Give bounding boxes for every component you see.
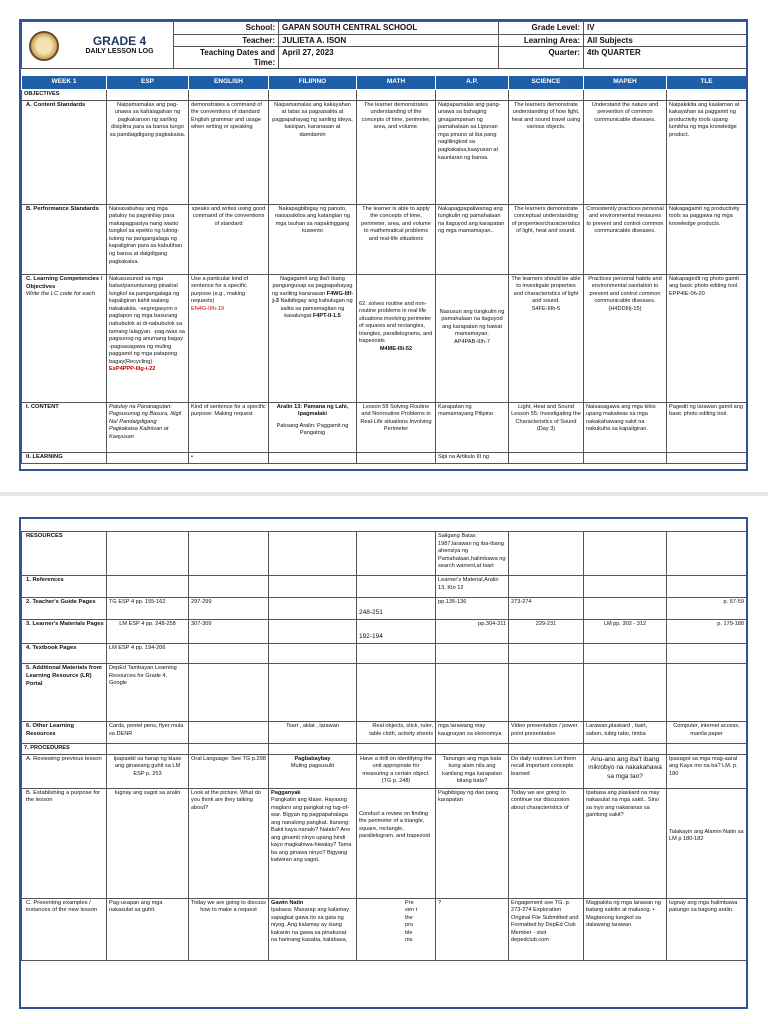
lc-ap-code: AP4PAB-IIIh-7 <box>454 338 490 345</box>
cell-pur-english: Look at the picture. What do you think are they talking about? <box>189 788 269 898</box>
cell-cs-esp: Naipamamalas ang pag-unawa sa kahalagahan ng pagkakaroon ng sariling disiplina para sa bansa tungo sa pandaigdigang pagkakaisa. <box>107 100 189 204</box>
cell-lm-esp: LM ESP 4 pp. 248-258 <box>107 620 189 644</box>
cell-rev-ap: Tanungin ang mga bata kung alam nila ang kanilang mga karapatan bilang bata? <box>436 754 509 788</box>
cell-ps-esp: Naisasabuhay ang mga patuloy na pagninilay para makapagpasiya nang wasto tungkol sa epekto ng tulong-tulong na pangangalaga ng kapaligiran para sa kabutihan ng bansa at daigdigang pagkakaisa. <box>107 204 189 274</box>
cell-ps-mapeh: Consistently practices personal and environmental measures to prevent and control common communicable diseases. <box>584 204 667 274</box>
cell-lm-science: 229-231 <box>509 620 584 644</box>
lc-science-code: S4FE-IIIh-5 <box>531 305 561 312</box>
cell-content-mapeh: Naisasagawa ang mga kilos upang makaiwas sa mga nakakahawang sakit na nakukuha sa kapaligiran. <box>584 402 667 452</box>
col-esp: ESP <box>107 76 189 90</box>
column-header-row <box>22 76 747 90</box>
learning-bullet: • <box>189 452 269 463</box>
learning-area-value: All Subjects <box>584 34 747 47</box>
pur-math-text: Conduct a review on finding the perimeter of a triangle, square, rectangle, parallelogram, and trapezoid <box>359 810 430 840</box>
cell-pre-mapeh: Magpakita ng mga larawan ng batang sakitin at malusog. • Magtanong tungkol sa dalawang larawan. <box>584 898 667 960</box>
purpose-row <box>22 788 747 898</box>
cell-cs-science: The learners demonstrate understanding of how light, heat and sound travel using various objects. <box>509 100 584 204</box>
cell-content-english: Kind of sentence for a specific purpose: Making request <box>189 402 269 452</box>
cell-tg-tle: p. 57-59 <box>667 598 747 620</box>
cell-rev-filipino <box>269 754 357 788</box>
lesson-table-page-one <box>21 75 747 463</box>
cell-cs-tle: Naipakikita ang kaalaman at kakayahan sa paggamit ng productivity tools upang lumikha ng mga knowledge product. <box>667 100 747 204</box>
lc-tle-code: EPP4IE-0h-20 <box>669 290 705 297</box>
cell-or-tle: Computer, internet access, manila paper <box>667 722 747 744</box>
cell-lm-ap: pp.304-311 <box>436 620 509 644</box>
cell-or-science: Video presentation / power point presentation <box>509 722 584 744</box>
lc-science-text: The learners should be able to investigate properties and characteristics of light and sound. <box>511 275 581 305</box>
cell-pur-tle <box>667 788 747 898</box>
other-resources-label: 6. Other Learning Resources <box>22 722 107 744</box>
cell-lc-mapeh <box>584 274 667 402</box>
lc-filipino2-code: F4PT-II-1.5 <box>312 313 341 320</box>
cell-tg-math: 248-251 <box>357 598 436 620</box>
lc-filipino-code: F4WG-IIIf-j-3 <box>272 290 354 305</box>
lc-math-code: M4ME-IIIi-52 <box>379 345 413 352</box>
cell-tg-ap: pp.135-136 <box>436 598 509 620</box>
lc-mapeh-text: Practices personal habits and environmental sanitation to prevent and control common communicable diseases. <box>588 275 662 305</box>
lr-portal-row <box>22 664 747 722</box>
col-mapeh: MAPEH <box>584 76 667 90</box>
cell-ps-ap: Nakapagpapaliwanag ang tungkulin ng pamahalaan na itaguyod ang karapatan ng mga mamamayan.. <box>436 204 509 274</box>
cell-tg-english: 297-299 <box>189 598 269 620</box>
tg-label: 2. Teacher's Guide Pages <box>22 598 107 620</box>
cell-lm-mapeh: LM pp. 302 - 312 <box>584 620 667 644</box>
cell-pre-esp: Pag-usapan ang mga nakasulat sa guhit. <box>107 898 189 960</box>
cell-or-math: Real objects, stick, ruler, table cloth, activity sheets <box>357 722 436 744</box>
cell-tb-esp: LM ESP 4 pp. 194-206 <box>107 644 189 664</box>
dll-title: DAILY LESSON LOG <box>85 48 154 56</box>
content-standards-row <box>22 100 747 204</box>
cell-lm-tle: p. 179-188 <box>667 620 747 644</box>
cell-ps-english: speaks and writes using good command of the conventions of standard <box>189 204 269 274</box>
pur-filipino-text: Pangkatin ang klase. Hayaang maglaro ang pangkat ng tug-of-war. Bigyan ng pagpapahalaga ang nanalong pangkat. Itanong: Bakit kaya nanalo? Natalo? Ano ang ginamit ninyo upang hindi kayo magkahiwa-hiwalay? Tama ba ang ginawa ninyo? Bigyang katwiran ang sagot. <box>271 797 352 864</box>
cell-cs-english: demonstrates a command of the conventions of standard English grammar and usage when writing or speaking <box>189 100 269 204</box>
learning-label: II. LEARNING <box>22 452 107 463</box>
cell-cs-filipino: Naipamamalas ang kakayahan at tatas sa pagsasalita at pagpapahayag ng sariling ideya, kaisipan, karanasan at damdamin <box>269 100 357 204</box>
cell-pre-tle: Iugnay ang mga halimbawa patungo sa bagong aralin. <box>667 898 747 960</box>
cell-pre-ap: ? <box>436 898 509 960</box>
school-value: GAPAN SOUTH CENTRAL SCHOOL <box>279 22 499 35</box>
page-divider <box>0 492 768 496</box>
teacher-label: Teacher: <box>174 34 279 47</box>
resources-label: RESOURCES <box>22 532 107 576</box>
ap-note: Sipi na Artikulo III ng <box>436 452 509 463</box>
review-label: A. Reviewing previous lesson <box>22 754 107 788</box>
textbook-row <box>22 644 747 664</box>
col-filipino: FILIPINO <box>269 76 357 90</box>
cell-rev-english: Oral Language: See TG p.298 <box>189 754 269 788</box>
cell-or-ap: mga larawang may kaugnayan sa ekonomiya <box>436 722 509 744</box>
cell-ps-filipino: Nakapagbibigay ng panuto, naisasakilos ang katangian ng mga tauhan sa napakinggang kuwento <box>269 204 357 274</box>
grade-level-label: Grade Level: <box>499 22 584 35</box>
presenting-label: C. Presenting examples / instances of the new lesson <box>22 898 107 960</box>
cell-lc-esp <box>107 274 189 402</box>
references-label: 1. References <box>22 576 107 598</box>
cell-content-esp: Patuloy na Pananagutan: Pagsusunog ng Basura, Iiligil Na! Pandaigdigang Pagkakaisa Kalinisan at Kaayusan <box>107 402 189 452</box>
pre-filipino-text: Ipabasa: Masarap ang kalamay sapagkat gawa ito sa gata ng niyog. Ang kalamay ay isang kakanin na gawa sa pinakunat na harinang kasaba, kalabasa, <box>271 907 350 944</box>
resources-row <box>22 532 747 576</box>
cell-lm-math: 192-194 <box>357 620 436 644</box>
cell-pur-esp: Iugnay ang sagot sa aralin <box>107 788 189 898</box>
pre-math-text: Pre sen t the pro ble ms <box>405 899 418 944</box>
col-english: ENGLISH <box>189 76 269 90</box>
dates-label: Teaching Dates and Time: <box>174 47 279 69</box>
content-filipino-title: Aralin 13: Pamana ng Lahi, Ipagmalaki <box>276 403 349 418</box>
cell-or-esp: Cards, pentel pens, flyer mula sa DENR <box>107 722 189 744</box>
cell-lc-math <box>357 274 436 402</box>
dates-value: April 27, 2023 <box>279 47 499 69</box>
lc-ap-text: Nasusuri ang tungkulin ng pamahalaan na itaguyod ang karapatan ng bawat mamamayan. <box>439 308 505 338</box>
pur-filipino-title: Pagganyak <box>271 789 301 796</box>
deped-seal-logo <box>29 31 59 61</box>
cell-ref-ap: Learner's Material,Aralin 13, Kto 12 <box>436 576 509 598</box>
learning-row <box>22 452 747 463</box>
cell-rev-science: Do daily routines Let them recall important concepts learned <box>509 754 584 788</box>
lc-filipino2-text: Naibibigay ang kahulugan ng salita sa pamamagitan ng kasalungat <box>280 298 353 320</box>
lr-portal-label: 5. Additional Materials from Learning Resource (LR) Portal <box>22 664 107 722</box>
page-one <box>19 19 748 471</box>
lc-mapeh-code: (H4DDIIIj-15) <box>608 305 642 312</box>
cell-lc-ap <box>436 274 509 402</box>
cell-tg-science: 273-274 <box>509 598 584 620</box>
cell-pre-math <box>357 898 436 960</box>
cell-content-science: Light, Heat and Sound Lesson 55: Investigating the Characteristics of Sound (Day 3) <box>509 402 584 452</box>
content-label: I. CONTENT <box>22 402 107 452</box>
cell-res-ap: Saligang Batas 1987,larawan ng iba-ibang ahensiya ng Pamahalaan,halimbawa ng search warrent,at tsart <box>436 532 509 576</box>
performance-standards-label: B. Performance Standards <box>22 204 107 274</box>
cell-lc-filipino <box>269 274 357 402</box>
col-science: SCIENCE <box>509 76 584 90</box>
school-label: School: <box>174 22 279 35</box>
grade-level-value: IV <box>584 22 747 35</box>
review-row <box>22 754 747 788</box>
competencies-note: Write the LC code for each <box>26 291 95 298</box>
cell-tg-esp: TG ESP 4 pp. 155-162 <box>107 598 189 620</box>
lc-english-text: Use a particular kind of sentence for a specific purpose (e.g., making requests) <box>191 275 249 305</box>
other-resources-row <box>22 722 747 744</box>
quarter-value: 4th QUARTER <box>584 47 747 69</box>
col-ap: A.P. <box>436 76 509 90</box>
lesson-table-page-two <box>21 531 747 961</box>
rev-filipino-text: Muling pagsusulit <box>290 763 335 770</box>
cell-or-filipino: Tsart , aklat , larawan <box>269 722 357 744</box>
competencies-row <box>22 274 747 402</box>
learning-area-label: Learning Area: <box>499 34 584 47</box>
lc-tle-text: Nakapagedit ng photo gamit ang basic photo editing tool. <box>669 275 739 290</box>
cell-pur-math <box>357 788 436 898</box>
cell-lc-english <box>189 274 269 402</box>
lc-math-text: 62. solves routine and non-routine problems in real life situations involving perimeter of squares and rectangles, triangles, parallelograms, and trapezoids <box>359 300 433 345</box>
cell-ps-tle: Nakagagamit ng productivity tools sa paggawa ng mga knowledge products. <box>667 204 747 274</box>
procedures-row <box>22 744 747 755</box>
cell-content-ap: Karapatan ng mamamayang Pilipino <box>436 402 509 452</box>
pre-filipino-title: Gawin Natin <box>271 899 304 906</box>
col-tle: TLE <box>667 76 747 90</box>
cell-rev-math: Have a drill on identifying the unit appropriate for measuring a certain object. (TG p. 248) <box>357 754 436 788</box>
col-week: WEEK 1 <box>22 76 107 90</box>
rev-filipino-title: Pagbabaybay <box>294 755 331 762</box>
purpose-label: B. Establishing a purpose for the lesson <box>22 788 107 898</box>
competencies-label: C. Learning Competencies / Objectives <box>26 275 103 290</box>
cell-lm-english: 307-309 <box>189 620 269 644</box>
cell-lr-esp: DepEd Tambayan Learning Resources for Grade 4, Google <box>107 664 189 722</box>
cell-pre-filipino <box>269 898 357 960</box>
content-standards-label: A. Content Standards <box>22 100 107 204</box>
content-row <box>22 402 747 452</box>
col-math: MATH <box>357 76 436 90</box>
objectives-label: OBJECTIVES <box>22 90 107 101</box>
cell-content-math: Lesson 59 Solving Routine and Nonroutine Problems in Real-Life situations Involving Perimeter <box>357 402 436 452</box>
page-two <box>19 517 748 1009</box>
cell-pre-science: Engagement see TG. p. 273-274 Exploration Original File Submitted and Formatted by DepEd Club Member - visit depedclub.com <box>509 898 584 960</box>
procedures-label: 7. PROCEDURES <box>22 744 107 755</box>
performance-standards-row <box>22 204 747 274</box>
quarter-label: Quarter: <box>499 47 584 69</box>
cell-lc-tle <box>667 274 747 402</box>
cell-pur-ap: Pagbibigay ng dao pang karapatan <box>436 788 509 898</box>
textbook-label: 4. Textbook Pages <box>22 644 107 664</box>
cell-cs-math: The learner demonstrates understanding of the concepts of time, perimeter, area, and volume. <box>357 100 436 204</box>
references-row <box>22 576 747 598</box>
tg-row <box>22 598 747 620</box>
cell-cs-mapeh: Understand the nature and prevention of common communicable diseases. <box>584 100 667 204</box>
lc-esp-code: EsP4PPP-IIIg-i-22 <box>109 366 156 373</box>
cell-pre-english: Today we are going to discuss how to make a request <box>189 898 269 960</box>
cell-ps-science: The learners demonstrate conceptual understanding of properties/characteristics of light, heat and sound. <box>509 204 584 274</box>
presenting-row <box>22 898 747 960</box>
cell-pur-mapeh: Ipabasa ang plaskard na may nakasulat na mga sakit.. Sino sa inyo ang nakaranas sa ganitong sakit? <box>584 788 667 898</box>
cell-rev-tle: Ipasagot sa mga mag-aaral ang Kaya mo na ba? LM. p. 180 <box>667 754 747 788</box>
header-table <box>21 21 747 69</box>
cell-or-mapeh: Larawan,plaskard , tsart, sabon, tubig tabo, timba <box>584 722 667 744</box>
competencies-label-cell <box>22 274 107 402</box>
lm-label: 3. Learner's Materials Pages <box>22 620 107 644</box>
pur-tle-text: Talakayin ang Alamin Natin sa LM p 180-182 <box>669 828 744 843</box>
cell-pur-filipino <box>269 788 357 898</box>
content-filipino-text: Paksang Aralin: Paggamit ng Pangatnig <box>276 422 349 437</box>
cell-ps-math: The learner is able to apply the concepts of time, perimeter, area, and volume to mathematical problems and real-life situations <box>357 204 436 274</box>
cell-content-filipino <box>269 402 357 452</box>
lc-esp-text: Nakasusunod sa mga batas/panuntunang pinaiiral tungkol sa pangangalaga ng kapaligiran kahit walang nakakakita. -segregasyon o pagtapon ng mga basurang nabubulok at di-nabubulok sa tamang lalagyan. -pag-iwas sa pagsunog ng anumang bagay -pagsasagawa ng muling paggamit ng mga patapong bagay(Recycling) <box>109 275 185 365</box>
teacher-value: JULIETA A. ISON <box>279 34 499 47</box>
cell-rev-mapeh: Anu-ano ang iba't ibang mikrobyo na nakakahawa sa mga tao? <box>584 754 667 788</box>
cell-content-tle: Pagedit ng larawan gamit ang basic photo editing tool. <box>667 402 747 452</box>
cell-cs-ap: Naipapamalas ang pang-unawa sa bahaging ginagampanan ng pamahalaan sa Lipunan mga pinuno at iba pang naglilingkod sa pagkakaisa,kaayusan at kaunlaran ng bansa. <box>436 100 509 204</box>
cell-pur-science: Today we are going to continue our discussion about characteristics of <box>509 788 584 898</box>
lm-row <box>22 620 747 644</box>
cell-lc-science <box>509 274 584 402</box>
lc-filipino-text: Nagagamit ang iba't ibang pangungusap sa pagpapahayag ng sariling karanasan <box>271 275 353 297</box>
grade-title: GRADE 4 <box>92 33 147 48</box>
cell-rev-esp: Ipapaskil sa harap ng klase ang ginawang guhit sa LM ESP p. 253 <box>107 754 189 788</box>
lc-english-code: EN4G-IIIh-19 <box>191 305 224 312</box>
